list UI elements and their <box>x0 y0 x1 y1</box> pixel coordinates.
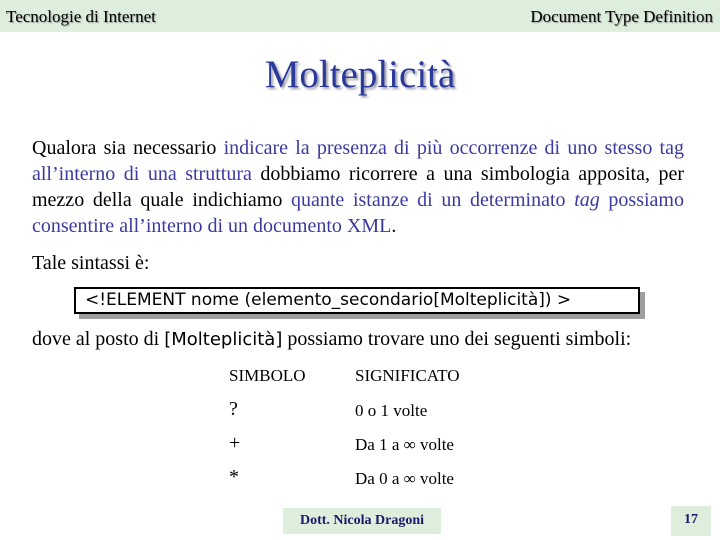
table-header-symbol: SIMBOLO <box>229 366 306 385</box>
table-meaning-plus: Da 1 a ∞ volte <box>355 435 454 454</box>
table-meaning-star: Da 0 a ∞ volte <box>355 469 454 488</box>
symbols-intro-after: possiamo trovare uno dei seguenti simboli: <box>282 328 632 350</box>
code-box <box>74 287 640 314</box>
body-paragraph <box>32 135 684 239</box>
para-text-2: dobbiamo ricorrere a una simbologia apposita, per mezzo della quale indichiamo <box>32 163 684 211</box>
table-meaning-question: 0 o 1 volte <box>355 401 428 420</box>
header-bar <box>0 0 720 32</box>
para-italic-tag: tag <box>574 189 600 211</box>
para-text-1: Qualora sia necessario <box>32 137 224 159</box>
para-highlight-1: indicare la presenza di più occorrenze di uno stesso tag all’interno di una struttura <box>32 137 684 185</box>
para-highlight-2: quante istanze di un determinato <box>290 189 575 211</box>
syntax-label: Tale sintassi è: <box>32 252 150 274</box>
table-symbol-star: * <box>229 466 239 488</box>
course-title: Tecnologie di Internet <box>6 7 156 26</box>
section-title: Document Type Definition <box>530 7 713 26</box>
para-highlight-3: possiamo consentire all’interno di un documento XML <box>32 189 684 237</box>
element-declaration-code: <!ELEMENT nome (elemento_secondario[Molteplicità]) > <box>85 290 572 310</box>
symbols-intro <box>32 328 631 351</box>
footer-author <box>283 508 441 534</box>
page-number: 17 <box>671 506 711 536</box>
symbols-intro-mono: [Molteplicità] <box>164 329 283 350</box>
table-symbol-question: ? <box>229 398 238 420</box>
para-period: . <box>391 215 397 237</box>
slide-title: Molteplicità <box>264 53 456 96</box>
table-symbol-plus: + <box>229 432 241 454</box>
symbols-intro-before: dove al posto di <box>32 328 165 350</box>
table-header-meaning: SIGNIFICATO <box>355 366 460 385</box>
author-name: Dott. Nicola Dragoni <box>299 513 425 528</box>
